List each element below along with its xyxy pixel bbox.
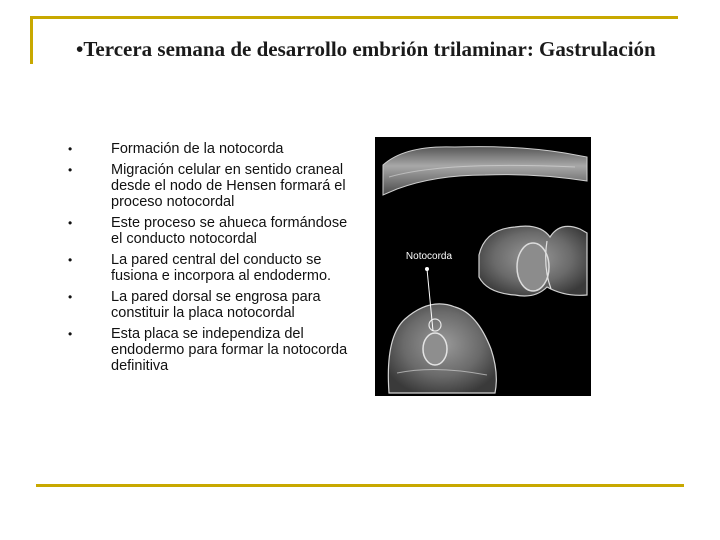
bullet-item: [66, 162, 356, 210]
bullet-list: [66, 141, 356, 379]
micrograph-drawing: [375, 137, 591, 396]
bullet-dot: •: [68, 142, 73, 156]
bullet-item: [66, 141, 356, 157]
bullet-text: Este proceso se ahueca formándose el conducto notocordal: [111, 215, 348, 247]
bullet-item: [66, 289, 356, 321]
slide-title: •Tercera semana de desarrollo embrión trilaminar: Gastrulación: [76, 37, 656, 61]
bullet-item: [66, 252, 356, 284]
embryo-micrograph: [375, 137, 591, 396]
left-gold-rule: [30, 16, 33, 64]
bullet-text: Migración celular en sentido craneal desde el nodo de Hensen formará el proceso notocordal: [111, 162, 346, 210]
bullet-dot: •: [68, 163, 73, 177]
bullet-text: Esta placa se independiza del endodermo para formar la notocorda definitiva: [111, 326, 348, 374]
bullet-dot: •: [68, 290, 73, 304]
bullet-dot: •: [68, 216, 73, 230]
bullet-text: Formación de la notocorda: [111, 141, 284, 157]
notocorda-label: Notocorda: [405, 251, 453, 262]
top-gold-rule: [30, 16, 678, 19]
bullet-text: La pared central del conducto se fusiona e incorpora al endodermo.: [111, 252, 332, 284]
bullet-dot: •: [68, 327, 73, 341]
bullet-text: La pared dorsal se engrosa para constituir la placa notocordal: [111, 289, 321, 321]
bullet-dot: •: [68, 253, 73, 267]
bottom-gold-rule: [36, 484, 684, 487]
bullet-item: [66, 215, 356, 247]
bullet-item: [66, 326, 356, 374]
